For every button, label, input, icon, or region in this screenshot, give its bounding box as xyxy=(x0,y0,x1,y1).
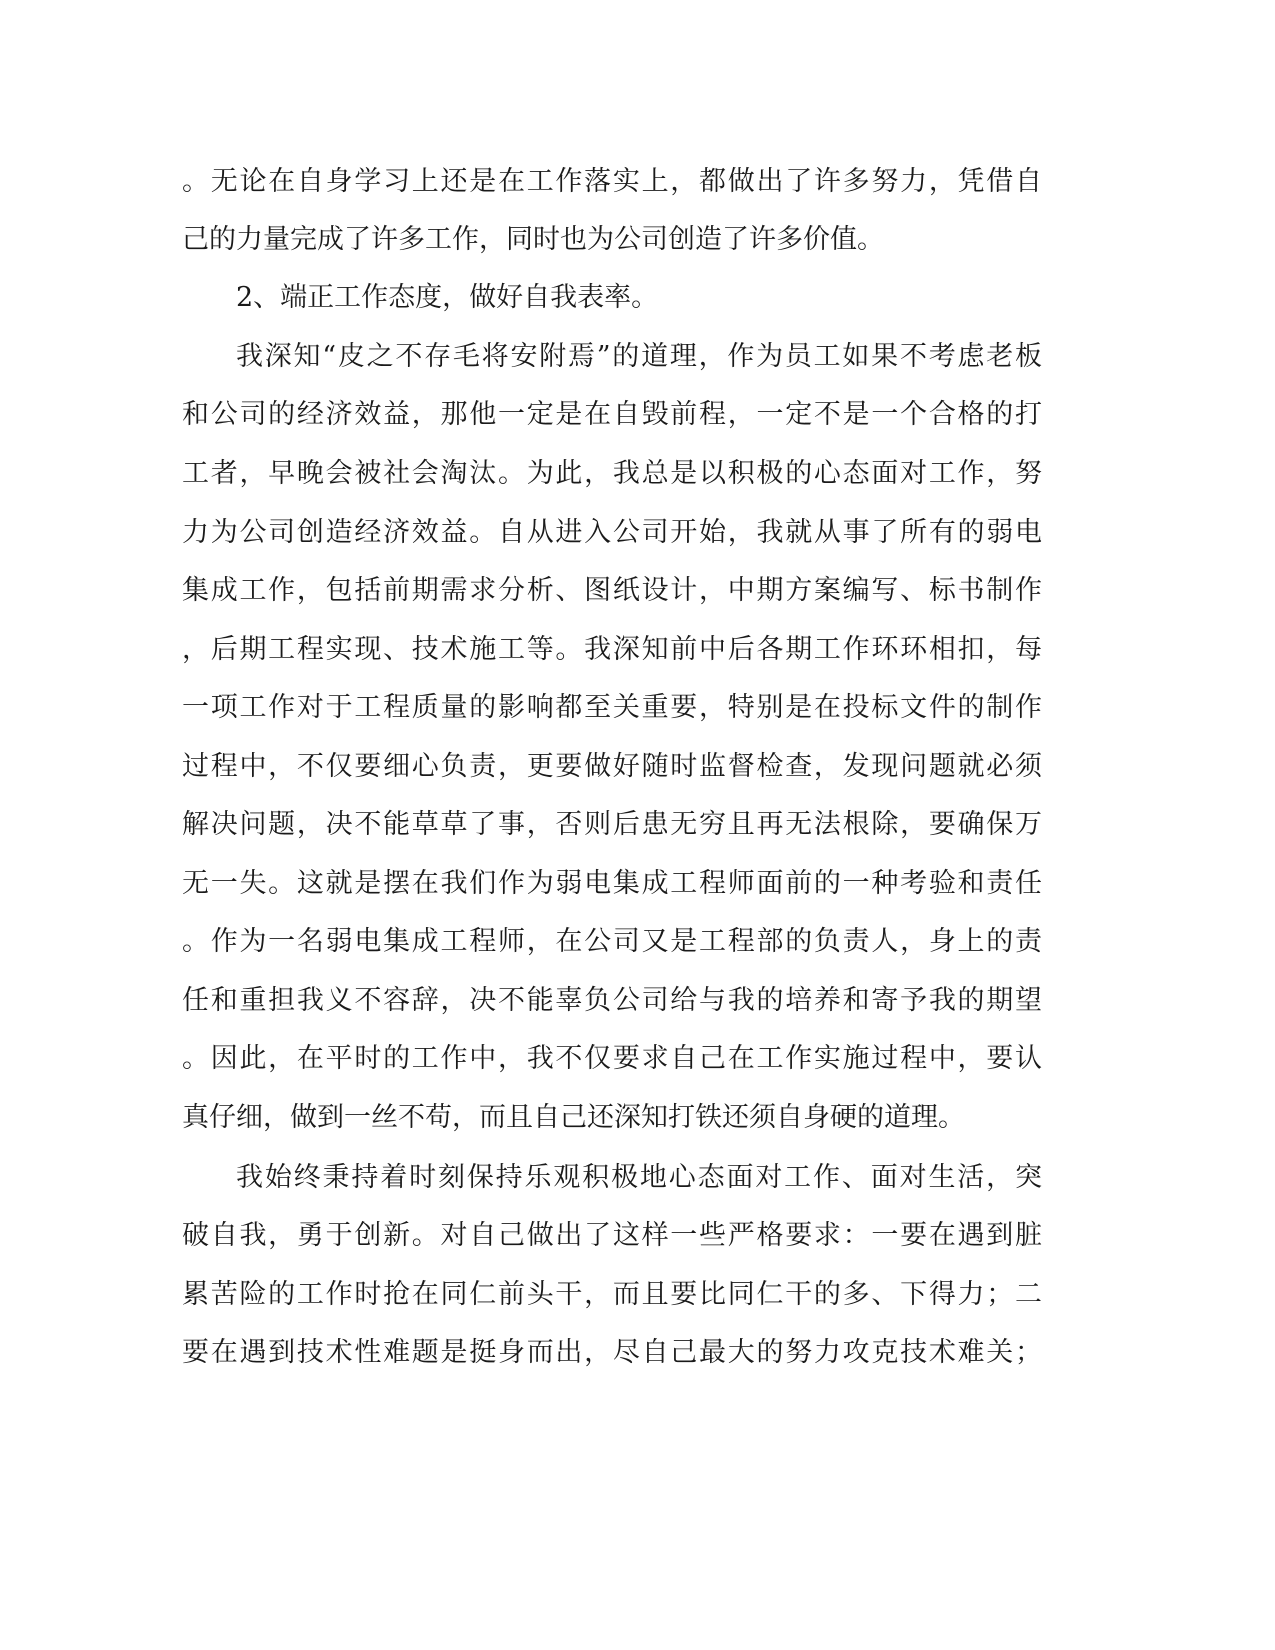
paragraph-2-line-6: ，后期工程实现、技术施工等。我深知前中后各期工作环环相扣，每 xyxy=(182,634,1042,665)
paragraph-2-line-1: 我深知“皮之不存毛将安附焉”的道理，作为员工如果不考虑老板 xyxy=(236,341,1042,372)
paragraph-3-line-3: 累苦险的工作时抢在同仁前头干，而且要比同仁干的多、下得力；二 xyxy=(182,1279,1042,1310)
paragraph-3-line-1: 我始终秉持着时刻保持乐观积极地心态面对工作、面对生活，突 xyxy=(236,1162,1042,1193)
paragraph-2-line-4: 力为公司创造经济效益。自从进入公司开始，我就从事了所有的弱电 xyxy=(182,517,1042,548)
paragraph-3-line-4: 要在遇到技术性难题是挺身而出，尽自己最大的努力攻克技术难关； xyxy=(182,1337,1042,1368)
paragraph-2-line-3: 工者，早晚会被社会淘汰。为此，我总是以积极的心态面对工作，努 xyxy=(182,458,1042,489)
paragraph-2-line-2: 和公司的经济效益，那他一定是在自毁前程，一定不是一个合格的打 xyxy=(182,399,1042,430)
paragraph-2-line-13: 。因此，在平时的工作中，我不仅要求自己在工作实施过程中，要认 xyxy=(182,1043,1042,1074)
paragraph-2-line-9: 解决问题，决不能草草了事，否则后患无穷且再无法根除，要确保万 xyxy=(182,809,1042,840)
paragraph-2-line-14: 真仔细，做到一丝不苟，而且自己还深知打铁还须自身硬的道理。 xyxy=(182,1102,965,1133)
paragraph-1-line-1: 。无论在自身学习上还是在工作落实上，都做出了许多努力，凭借自 xyxy=(182,166,1042,197)
paragraph-2-line-10: 无一失。这就是摆在我们作为弱电集成工程师面前的一种考验和责任 xyxy=(182,868,1042,899)
paragraph-3-line-2: 破自我，勇于创新。对自己做出了这样一些严格要求：一要在遇到脏 xyxy=(182,1220,1042,1251)
paragraph-2-line-8: 过程中，不仅要细心负责，更要做好随时监督检查，发现问题就必须 xyxy=(182,751,1042,782)
section-heading: 2、端正工作态度，做好自我表率。 xyxy=(236,282,659,313)
paragraph-2-line-12: 任和重担我义不容辞，决不能辜负公司给与我的培养和寄予我的期望 xyxy=(182,985,1042,1016)
paragraph-2-line-7: 一项工作对于工程质量的影响都至关重要，特别是在投标文件的制作 xyxy=(182,692,1042,723)
paragraph-2-line-5: 集成工作，包括前期需求分析、图纸设计，中期方案编写、标书制作 xyxy=(182,575,1042,606)
paragraph-1-line-2: 己的力量完成了许多工作，同时也为公司创造了许多价值。 xyxy=(182,224,884,255)
paragraph-2-line-11: 。作为一名弱电集成工程师，在公司又是工程部的负责人，身上的责 xyxy=(182,926,1042,957)
